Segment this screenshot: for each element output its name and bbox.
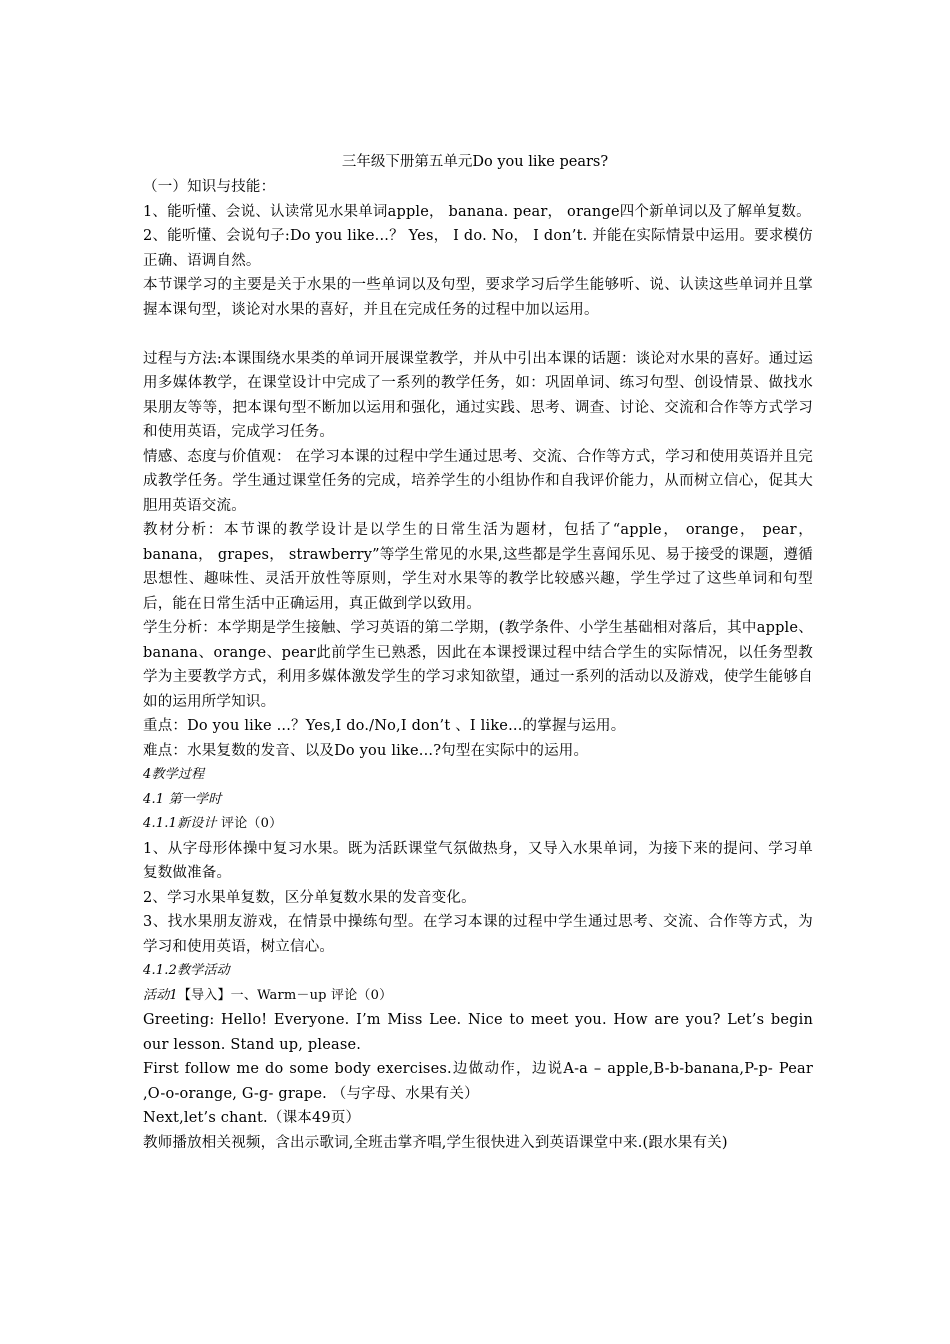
paragraph: 2、学习水果单复数，区分单复数水果的发音变化。 [143,889,476,906]
paragraph: 3、找水果朋友游戏，在情景中操练句型。在学习本课的过程中学生通过思考、交流、合作等方式，为学习和使用英语，树立信心。 [143,914,813,955]
section-heading-teaching-process: 4教学过程 [143,767,205,782]
paragraph: 教师播放相关视频，含出示歌词,全班击掌齐唱,学生很快进入到英语课堂中来.(跟水果有关) [143,1134,728,1151]
paragraph: First follow me do some body exercises.边做动作，边说A-a – apple,B-b-banana,P-p- Pear ,O-o-orange, G-g- grape. （与字母、水果有关） [143,1061,813,1102]
activity-title: 【导入】一、Warm－up 评论（0） [177,987,393,1003]
paragraph: 2、能听懂、会说句子:Do you like...？ Yes， I do. No， I don’t. 并能在实际情景中运用。要求模仿正确、语调自然。 [143,228,813,269]
paragraph: 过程与方法:本课围绕水果类的单词开展课堂教学，并从中引出本课的话题：谈论对水果的喜好。通过运用多媒体教学，在课堂设计中完成了一系列的教学任务，如：巩固单词、练习句型、创设情景、做找水果朋友等等，把本课句型不断加以运用和强化，通过实践、思考、调查、讨论、交流和合作等方式学习和使用英语，完成学习任务。 [143,350,813,440]
document-body [143,175,813,1155]
blank-line [143,322,813,347]
comment-count: 评论（0） [216,816,283,831]
document-title: 三年级下册第五单元Do you like pears? [341,154,609,170]
paragraph: 本节课学习的主要是关于水果的一些单词以及句型，要求学习后学生能够听、说、认读这些单词并且掌握本课句型，谈论对水果的喜好，并且在完成任务的过程中加以运用。 [143,277,813,318]
paragraph: Next,let’s chant.（课本49页） [143,1110,361,1126]
activity-heading [143,984,813,1009]
section-heading-knowledge: （一）知识与技能： [143,179,276,195]
paragraph: 1、从字母形体操中复习水果。既为活跃课堂气氛做热身，又导入水果单词，为接下来的提问、学习单复数做准备。 [143,840,813,881]
section-heading-activities: 4.1.2教学活动 [143,963,230,978]
activity-label: 活动1 [143,987,178,1003]
paragraph-difficulties: 难点：水果复数的发音、以及Do you like...?句型在实际中的运用。 [143,742,589,759]
section-heading-first-period: 4.1 第一学时 [143,791,222,807]
paragraph-key-points: 重点：Do you like ...？Yes,I do./No,I don’t 、I like...的掌握与运用。 [143,718,626,734]
paragraph: Greeting: Hello! Everyone. I’m Miss Lee. Nice to meet you. How are you? Let’s begin our lesson. Stand up, please. [143,1012,813,1053]
paragraph: 学生分析：本学期是学生接触、学习英语的第二学期，(教学条件、小学生基础相对落后，其中apple、banana、orange、pear此前学生已熟悉，因此在本课授课过程中结合学生的实际情况，以任务型教学为主要教学方式，利用多媒体激发学生的学习求知欲望，通过一系列的活动以及游戏，使学生能够自如的运用所学知识。 [143,620,813,710]
paragraph: 1、能听懂、会说、认读常见水果单词apple， banana. pear， orange四个新单词以及了解单复数。 [143,203,811,220]
section-heading-new-design [143,812,813,837]
paragraph: 教材分析：本节课的教学设计是以学生的日常生活为题材，包括了“apple， orange， pear， banana， grapes， strawberry”等学生常见的水果,这些都是学生喜闻乐见、易于接受的课题，遵循思想性、趣味性、灵活开放性等原则，学生对水果等的教学比较感兴趣，学生学过了这些单词和句型后，能在日常生活中正确运用，真正做到学以致用。 [143,522,813,612]
paragraph: 情感、态度与价值观： 在学习本课的过程中学生通过思考、交流、合作等方式，学习和使用英语并且完成教学任务。学生通过课堂任务的完成，培养学生的小组协作和自我评价能力，从而树立信心，促其大胆用英语交流。 [143,448,813,514]
new-design-label: 4.1.1新设计 [143,816,217,831]
